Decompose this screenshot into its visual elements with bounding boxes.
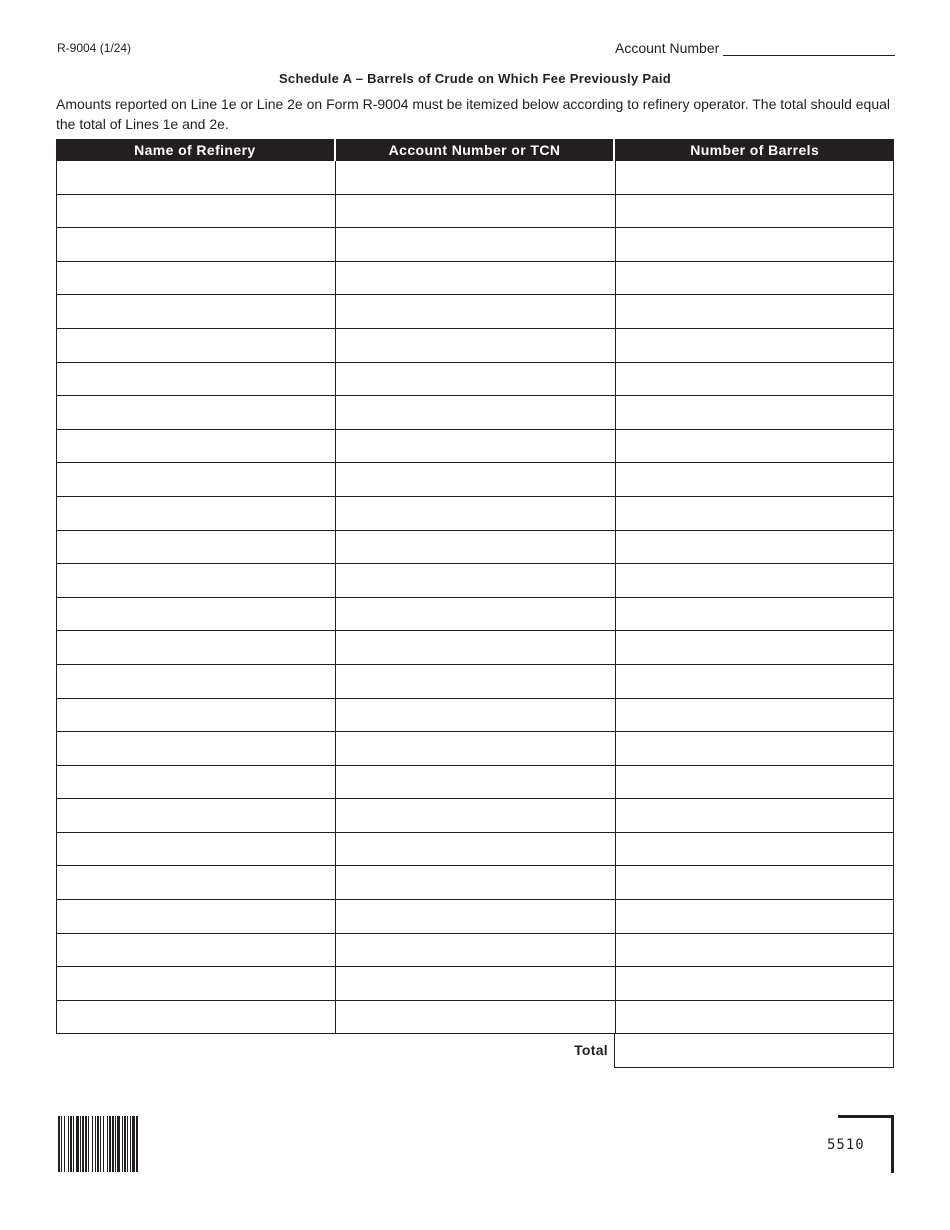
barrels-cell[interactable] <box>615 161 893 194</box>
refinery-name-cell[interactable] <box>57 866 335 899</box>
table-row <box>57 900 893 934</box>
form-code: 5510 <box>827 1137 865 1153</box>
barrels-cell[interactable] <box>615 866 893 899</box>
instructions: Amounts reported on Line 1e or Line 2e on Form R-9004 must be itemized below according to refinery operator. The total should equal the total of Lines 1e and 2e. <box>56 96 891 132</box>
table-row <box>57 228 893 262</box>
barrels-cell[interactable] <box>615 598 893 631</box>
account-number-label: Account Number <box>615 40 720 56</box>
table-row <box>57 766 893 800</box>
table-row <box>57 396 893 430</box>
table-row <box>57 799 893 833</box>
account-number-field <box>615 40 895 56</box>
refinery-name-cell[interactable] <box>57 228 335 261</box>
account-number-cell[interactable] <box>335 295 615 328</box>
account-number-cell[interactable] <box>335 262 615 295</box>
table-row <box>57 699 893 733</box>
refinery-name-cell[interactable] <box>57 430 335 463</box>
refinery-name-cell[interactable] <box>57 531 335 564</box>
total-row <box>56 1034 894 1068</box>
refinery-table <box>56 139 894 1068</box>
barrels-cell[interactable] <box>615 631 893 664</box>
account-number-cell[interactable] <box>335 799 615 832</box>
table-body <box>56 161 894 1034</box>
account-number-cell[interactable] <box>335 396 615 429</box>
barrels-cell[interactable] <box>615 766 893 799</box>
refinery-name-cell[interactable] <box>57 329 335 362</box>
column-header-account: Account Number or TCN <box>334 139 614 161</box>
account-number-cell[interactable] <box>335 497 615 530</box>
account-number-cell[interactable] <box>335 699 615 732</box>
barrels-cell[interactable] <box>615 665 893 698</box>
table-row <box>57 531 893 565</box>
barrels-cell[interactable] <box>615 732 893 765</box>
barrels-cell[interactable] <box>615 262 893 295</box>
barrels-cell[interactable] <box>615 564 893 597</box>
barrels-cell[interactable] <box>615 329 893 362</box>
table-row <box>57 866 893 900</box>
table-row <box>57 564 893 598</box>
account-number-cell[interactable] <box>335 631 615 664</box>
account-number-cell[interactable] <box>335 1001 615 1034</box>
refinery-name-cell[interactable] <box>57 967 335 1000</box>
table-row <box>57 161 893 195</box>
refinery-name-cell[interactable] <box>57 161 335 194</box>
table-row <box>57 497 893 531</box>
barcode-icon <box>58 1116 204 1172</box>
barrels-cell[interactable] <box>615 295 893 328</box>
form-id: R-9004 (1/24) <box>57 41 132 55</box>
schedule-title: Schedule A – Barrels of Crude on Which Fee Previously Paid <box>278 71 672 86</box>
total-label: Total <box>574 1042 608 1059</box>
account-number-cell[interactable] <box>335 934 615 967</box>
refinery-name-cell[interactable] <box>57 363 335 396</box>
table-row <box>57 329 893 363</box>
table-row <box>57 262 893 296</box>
refinery-name-cell[interactable] <box>57 1001 335 1034</box>
table-row <box>57 732 893 766</box>
account-number-cell[interactable] <box>335 228 615 261</box>
barrels-cell[interactable] <box>615 833 893 866</box>
account-number-cell[interactable] <box>335 732 615 765</box>
account-number-cell[interactable] <box>335 564 615 597</box>
account-number-cell[interactable] <box>335 430 615 463</box>
account-number-cell[interactable] <box>335 833 615 866</box>
table-row <box>57 463 893 497</box>
barrels-cell[interactable] <box>615 195 893 228</box>
table-row <box>57 430 893 464</box>
account-number-cell[interactable] <box>335 866 615 899</box>
table-row <box>57 1001 893 1035</box>
barrels-cell[interactable] <box>615 799 893 832</box>
account-number-cell[interactable] <box>335 363 615 396</box>
refinery-name-cell[interactable] <box>57 732 335 765</box>
table-header <box>56 139 894 161</box>
barrels-cell[interactable] <box>615 1001 893 1034</box>
refinery-name-cell[interactable] <box>57 699 335 732</box>
refinery-name-cell[interactable] <box>57 295 335 328</box>
barrels-cell[interactable] <box>615 228 893 261</box>
table-row <box>57 934 893 968</box>
account-number-cell[interactable] <box>335 463 615 496</box>
refinery-name-cell[interactable] <box>57 766 335 799</box>
column-header-refinery: Name of Refinery <box>134 142 256 158</box>
barrels-cell[interactable] <box>615 463 893 496</box>
refinery-name-cell[interactable] <box>57 463 335 496</box>
account-number-cell[interactable] <box>335 161 615 194</box>
barrels-cell[interactable] <box>615 396 893 429</box>
refinery-name-cell[interactable] <box>57 564 335 597</box>
account-number-cell[interactable] <box>335 329 615 362</box>
account-number-cell[interactable] <box>335 967 615 1000</box>
refinery-name-cell[interactable] <box>57 833 335 866</box>
barrels-cell[interactable] <box>615 497 893 530</box>
refinery-name-cell[interactable] <box>57 497 335 530</box>
table-row <box>57 295 893 329</box>
table-row <box>57 195 893 229</box>
refinery-name-cell[interactable] <box>57 665 335 698</box>
account-number-cell[interactable] <box>335 665 615 698</box>
barrels-cell[interactable] <box>615 699 893 732</box>
account-number-cell[interactable] <box>335 195 615 228</box>
table-row <box>57 967 893 1001</box>
refinery-name-cell[interactable] <box>57 900 335 933</box>
account-number-input[interactable] <box>723 41 895 56</box>
refinery-name-cell[interactable] <box>57 598 335 631</box>
table-row <box>57 631 893 665</box>
refinery-name-cell[interactable] <box>57 934 335 967</box>
table-row <box>57 665 893 699</box>
total-input[interactable] <box>614 1034 894 1068</box>
barrels-cell[interactable] <box>615 531 893 564</box>
account-number-cell[interactable] <box>335 598 615 631</box>
table-row <box>57 833 893 867</box>
refinery-name-cell[interactable] <box>57 262 335 295</box>
barrels-cell[interactable] <box>615 900 893 933</box>
refinery-name-cell[interactable] <box>57 195 335 228</box>
refinery-name-cell[interactable] <box>57 631 335 664</box>
table-row <box>57 363 893 397</box>
column-header-barrels: Number of Barrels <box>613 139 894 161</box>
barrels-cell[interactable] <box>615 430 893 463</box>
account-number-cell[interactable] <box>335 531 615 564</box>
refinery-name-cell[interactable] <box>57 396 335 429</box>
barrels-cell[interactable] <box>615 967 893 1000</box>
account-number-cell[interactable] <box>335 900 615 933</box>
table-row <box>57 598 893 632</box>
account-number-cell[interactable] <box>335 766 615 799</box>
barrels-cell[interactable] <box>615 363 893 396</box>
refinery-name-cell[interactable] <box>57 799 335 832</box>
barrels-cell[interactable] <box>615 934 893 967</box>
